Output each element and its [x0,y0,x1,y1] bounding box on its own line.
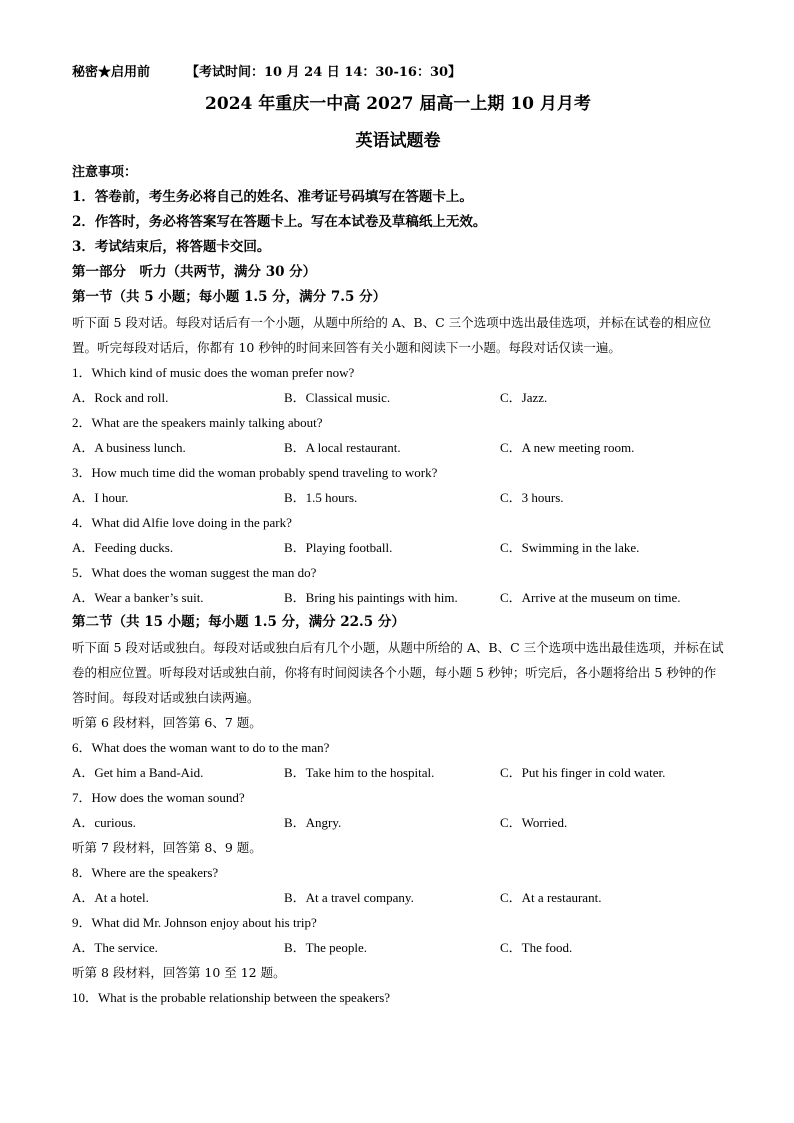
material-lead: 听第 7 段材料，回答第 8、9 题。 [72,840,262,855]
question-text: 5．What does the woman suggest the man do? [72,565,317,580]
exam-time: 【考试时间：10 月 24 日 14：30-16：30】 [186,65,462,80]
question-text: 1．Which kind of music does the woman prefer now? [72,365,355,380]
option-row [72,535,724,560]
note-item: 1．答卷前，考生务必将自己的姓名、准考证号码填写在答题卡上。 [72,189,473,205]
note-item: 3．考试结束后，将答题卡交回。 [72,239,271,255]
option-row [72,435,724,460]
option-a: A．Feeding ducks. [72,540,174,555]
secret-label: 秘密★启用前 [72,65,151,80]
section2-heading: 第二节（共 15 小题；每小题 1.5 分，满分 22.5 分） [72,614,405,630]
option-row [72,385,724,410]
question-text: 4．What did Alfie love doing in the park? [72,515,292,530]
option-b: B．Classical music. [284,390,391,405]
option-c: C．Jazz. [500,390,548,405]
option-row [72,810,724,835]
question-text: 9．What did Mr. Johnson enjoy about his trip? [72,915,317,930]
option-row [72,585,724,610]
option-a: A．Rock and roll. [72,390,169,405]
option-a: A．I hour. [72,490,129,505]
option-a: A．Get him a Band-Aid. [72,765,204,780]
question-text: 10．What is the probable relationship between the speakers? [72,990,391,1005]
note-item: 2．作答时，务必将答案写在答题卡上。写在本试卷及草稿纸上无效。 [72,214,487,230]
question-text: 2．What are the speakers mainly talking about? [72,415,323,430]
section1-instruction: 听下面 5 段对话。每段对话后有一个小题，从题中所给的 A、B、C 三个选项中选出最佳选项，并标在试卷的相应位置。听完每段对话后，你都有 10 秒钟的时间来回答有关小题和阅读下一小题。每段对话仅读一遍。 [72,315,712,355]
option-b: B．Take him to the hospital. [284,765,435,780]
notes-heading: 注意事项： [72,165,138,180]
option-row [72,935,724,960]
header-line [72,60,724,86]
option-c: C．3 hours. [500,490,564,505]
option-b: B．At a travel company. [284,890,414,905]
option-c: C．A new meeting room. [500,440,635,455]
question-text: 8．Where are the speakers? [72,865,219,880]
part1-heading: 第一部分 听力（共两节，满分 30 分） [72,264,317,280]
option-row [72,485,724,510]
option-row [72,760,724,785]
option-c: C．The food. [500,940,573,955]
section1-heading: 第一节（共 5 小题；每小题 1.5 分，满分 7.5 分） [72,289,387,305]
option-b: B．Angry. [284,815,342,830]
option-b: B．Bring his paintings with him. [284,590,458,605]
exam-title: 2024 年重庆一中高 2027 届高一上期 10 月月考 [205,94,591,114]
option-row [72,885,724,910]
material-lead: 听第 8 段材料，回答第 10 至 12 题。 [72,965,286,980]
option-c: C．Worried. [500,815,568,830]
question-text: 3．How much time did the woman probably spend traveling to work? [72,465,438,480]
option-b: B．1.5 hours. [284,490,358,505]
option-c: C．Put his finger in cold water. [500,765,666,780]
option-c: C．At a restaurant. [500,890,602,905]
material-lead: 听第 6 段材料，回答第 6、7 题。 [72,715,262,730]
option-c: C．Swimming in the lake. [500,540,640,555]
option-a: A．A business lunch. [72,440,186,455]
section2-instruction: 听下面 5 段对话或独白。每段对话或独白后有几个小题，从题中所给的 A、B、C 三个选项中选出最佳选项，并标在试卷的相应位置。听每段对话或独白前，你将有时间阅读各个小题，每小题 5 秒钟；听完后，各小题将给出 5 秒钟的作答时间。每段对话或独白读两遍。 [72,640,724,705]
option-a: A．At a hotel. [72,890,149,905]
option-c: C．Arrive at the museum on time. [500,590,681,605]
question-text: 6．What does the woman want to do to the man? [72,740,330,755]
option-a: A．The service. [72,940,158,955]
option-a: A．Wear a banker’s suit. [72,590,204,605]
option-b: B．Playing football. [284,540,393,555]
exam-page [72,60,724,1010]
option-b: B．The people. [284,940,368,955]
option-a: A．curious. [72,815,136,830]
option-b: B．A local restaurant. [284,440,401,455]
exam-subtitle: 英语试题卷 [355,131,441,151]
question-text: 7．How does the woman sound? [72,790,245,805]
